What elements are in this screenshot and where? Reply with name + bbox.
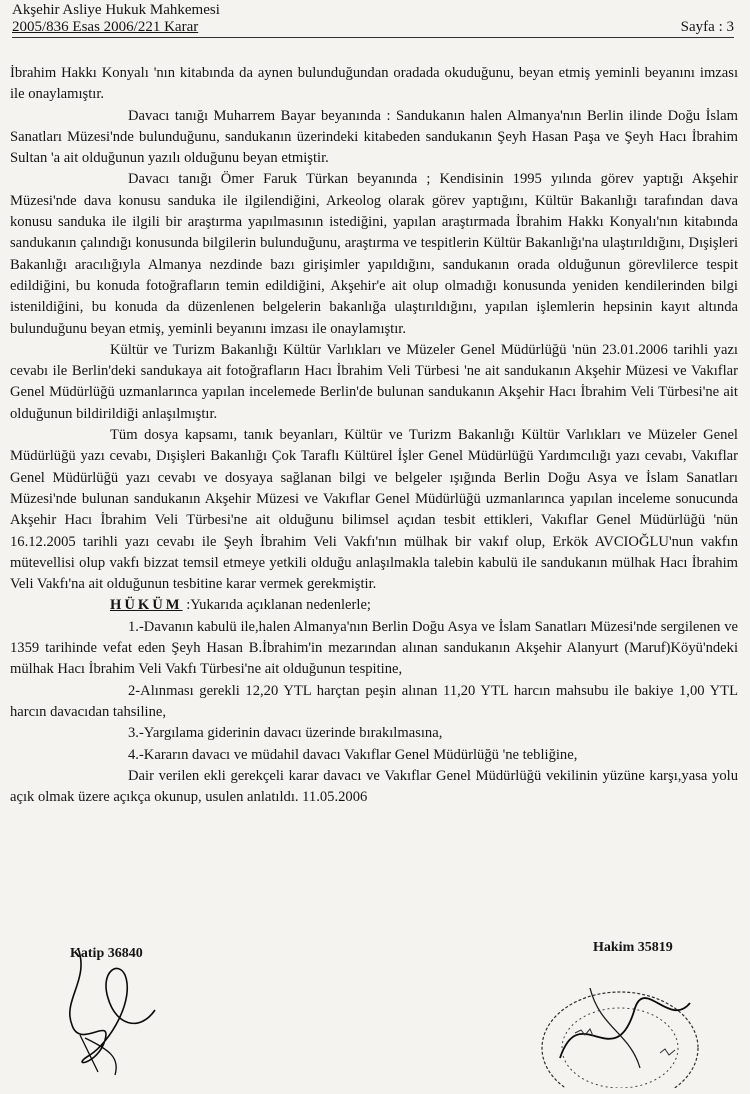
paragraph-3: Davacı tanığı Ömer Faruk Türkan beyanında ; Kendisinin 1995 yılında görev yaptığı Akşehir Müzesi'nde dava konusu sanduka ile ilgilendiğini, Arkeolog olarak görev yaptığını, Kültür Bakanlığı tarafından dava konusu sanduka ile ilgili bir araştırma yapılmasının istediğini, yapılan araştırmada İbrahim Hakkı Konyalı'nın kitabında sandukanın çalındığı konusunda bilgilerin bulunduğunu, araştırma ve tespitlerin Kültür Bakanlığı'na ulaştırıldığını, Dışişleri Bakanlığı aracılığıyla Almanya nezdinde bazı girişimler yapıldığını, sandukanın orada olduğunun görevlilerce tespit edildiğini, bu konuda fotoğrafların temin edildiğini, Akşehir'e ait olup olmadığı konusunda yeniden kendilerinden bilgi istenildiğini, bu konuda da düzenlenen belgelerin bakanlığa ulaştırıldığını, yapılan işlemlerin hepsinin kayıt altında bulunduğunu beyan etmiş, yeminli beyanını imzası ile onaylamıştır. (10, 171, 738, 337)
document-header (12, 2, 734, 38)
verdict-item-1: 1.-Davanın kabulü ile,halen Almanya'nın Berlin Doğu Asya ve İslam Sanatları Müzesi'nde sergilenen ve 1359 tarihinde vefat eden Şeyh Hasan B.İbrahim'in mezarından alınan sandukanın Akşehir Alanyurt (Maruf)Köyü'ndeki mülhak Hacı İbrahim Veli Vakfı Türbesi'ne ait olduğunun tespitine, (10, 618, 738, 678)
verdict-intro (10, 595, 738, 616)
case-reference: 2005/836 Esas 2006/221 Karar (12, 19, 199, 35)
header-line (12, 19, 734, 38)
paragraph-5: Tüm dosya kapsamı, tanık beyanları, Kültür ve Turizm Bakanlığı Kültür Varlıkları ve Müzeler Genel Müdürlüğü yazı cevabı, Dışişleri Bakanlığı Çok Taraflı Kültürel İşler Genel Müdürlüğü Yardımcılığı yazı cevabı, Vakıflar Genel Müdürlüğü yazı cevabı ve dosyaya sağlanan bilgi ve belgeler ışığında Berlin Doğu Asya ve İslam Sanatları Müzesi'nde bulunan sandukanın Akşehir Müzesi ve Vakıflar Genel Müdürlüğü uzmanlarınca yapılan inceleme sonucunda Akşehir Hacı İbrahim Veli Türbesi'ne ait olduğunu bilimsel açıdan tesbit ettikleri, Vakıflar Genel Müdürlüğü 'nün 16.12.2005 tarihli yazı cevabı ile Şeyh İbrahim Veli Vakfı'nın mülhak bir vakıf olup, Erkök AVCIOĞLU'nun vakfın mütevellisi olup vakfı bizzat temsil etmeye yetkili olduğu anlaşılmakla talebin kabulü ile sandukanın mülhak Hacı İbrahim Veli Vakfı'na ait olduğunun tesbitine karar vermek gerekmiştir. (10, 427, 738, 593)
verdict-item-4: 4.-Kararın davacı ve müdahil davacı Vakıflar Genel Müdürlüğü 'ne tebliğine, (128, 746, 578, 763)
document-body (10, 63, 738, 808)
paragraph-1: İbrahim Hakkı Konyalı 'nın kitabında da aynen bulunduğundan oradada okuduğunu, beyan etmiş yeminli beyanını imzası ile onaylamıştır. (10, 65, 738, 103)
closing-paragraph: Dair verilen ekli gerekçeli karar davacı ve Vakıflar Genel Müdürlüğü vekilinin yüzüne karşı,yasa yolu açık olmak üzere açıkça okunup, usulen anlatıldı. 11.05.2006 (10, 767, 738, 806)
judge-signature-label: Hakim 35819 (593, 940, 673, 955)
verdict-item-2: 2-Alınması gerekli 12,20 YTL harçtan peşin alınan 11,20 YTL harcın mahsubu ile bakiye 1,00 YTL harcın davacıdan tahsiline, (10, 682, 738, 720)
verdict-label: HÜKÜM (110, 597, 183, 614)
verdict-item-3: 3.-Yargılama giderinin davacı üzerinde bırakılmasına, (128, 725, 443, 742)
court-name: Akşehir Asliye Hukuk Mahkemesi (12, 2, 220, 18)
paragraph-2: Davacı tanığı Muharrem Bayar beyanında : Sandukanın halen Almanya'nın Berlin ilinde Doğu İslam Sanatları Müzesi'nde bulunduğunu, sandukanın üzerindeki kitabeden sandukanın Şeyh Hasan Paşa ve Şeyh Hacı İbrahim Sultan 'a ait olduğunun yazılı olduğunu beyan etmiştir. (10, 107, 738, 167)
court-seal-stamp (520, 958, 720, 1088)
verdict-intro-text: :Yukarıda açıklanan nedenlerle; (182, 597, 371, 614)
page-number: Sayfa : 3 (680, 19, 734, 35)
clerk-signature (50, 930, 170, 1080)
clerk-signature-label: Katip 36840 (70, 946, 143, 961)
paragraph-4: Kültür ve Turizm Bakanlığı Kültür Varlıkları ve Müzeler Genel Müdürlüğü 'nün 23.01.2006 tarihli yazı cevabı ile Berlin'deki sandukaya ait fotoğrafların Hacı İbrahim Veli Türbesi 'ne ait sandukanın Akşehir Müzesi ve Vakıflar Genel Müdürlüğü uzmanlarınca yapılan incelemede Berlin'de bulunan sandukanın Akşehir Hacı İbrahim Veli Türbesi'ne ait olduğunun bildirildiği anlaşılmıştır. (10, 341, 738, 422)
